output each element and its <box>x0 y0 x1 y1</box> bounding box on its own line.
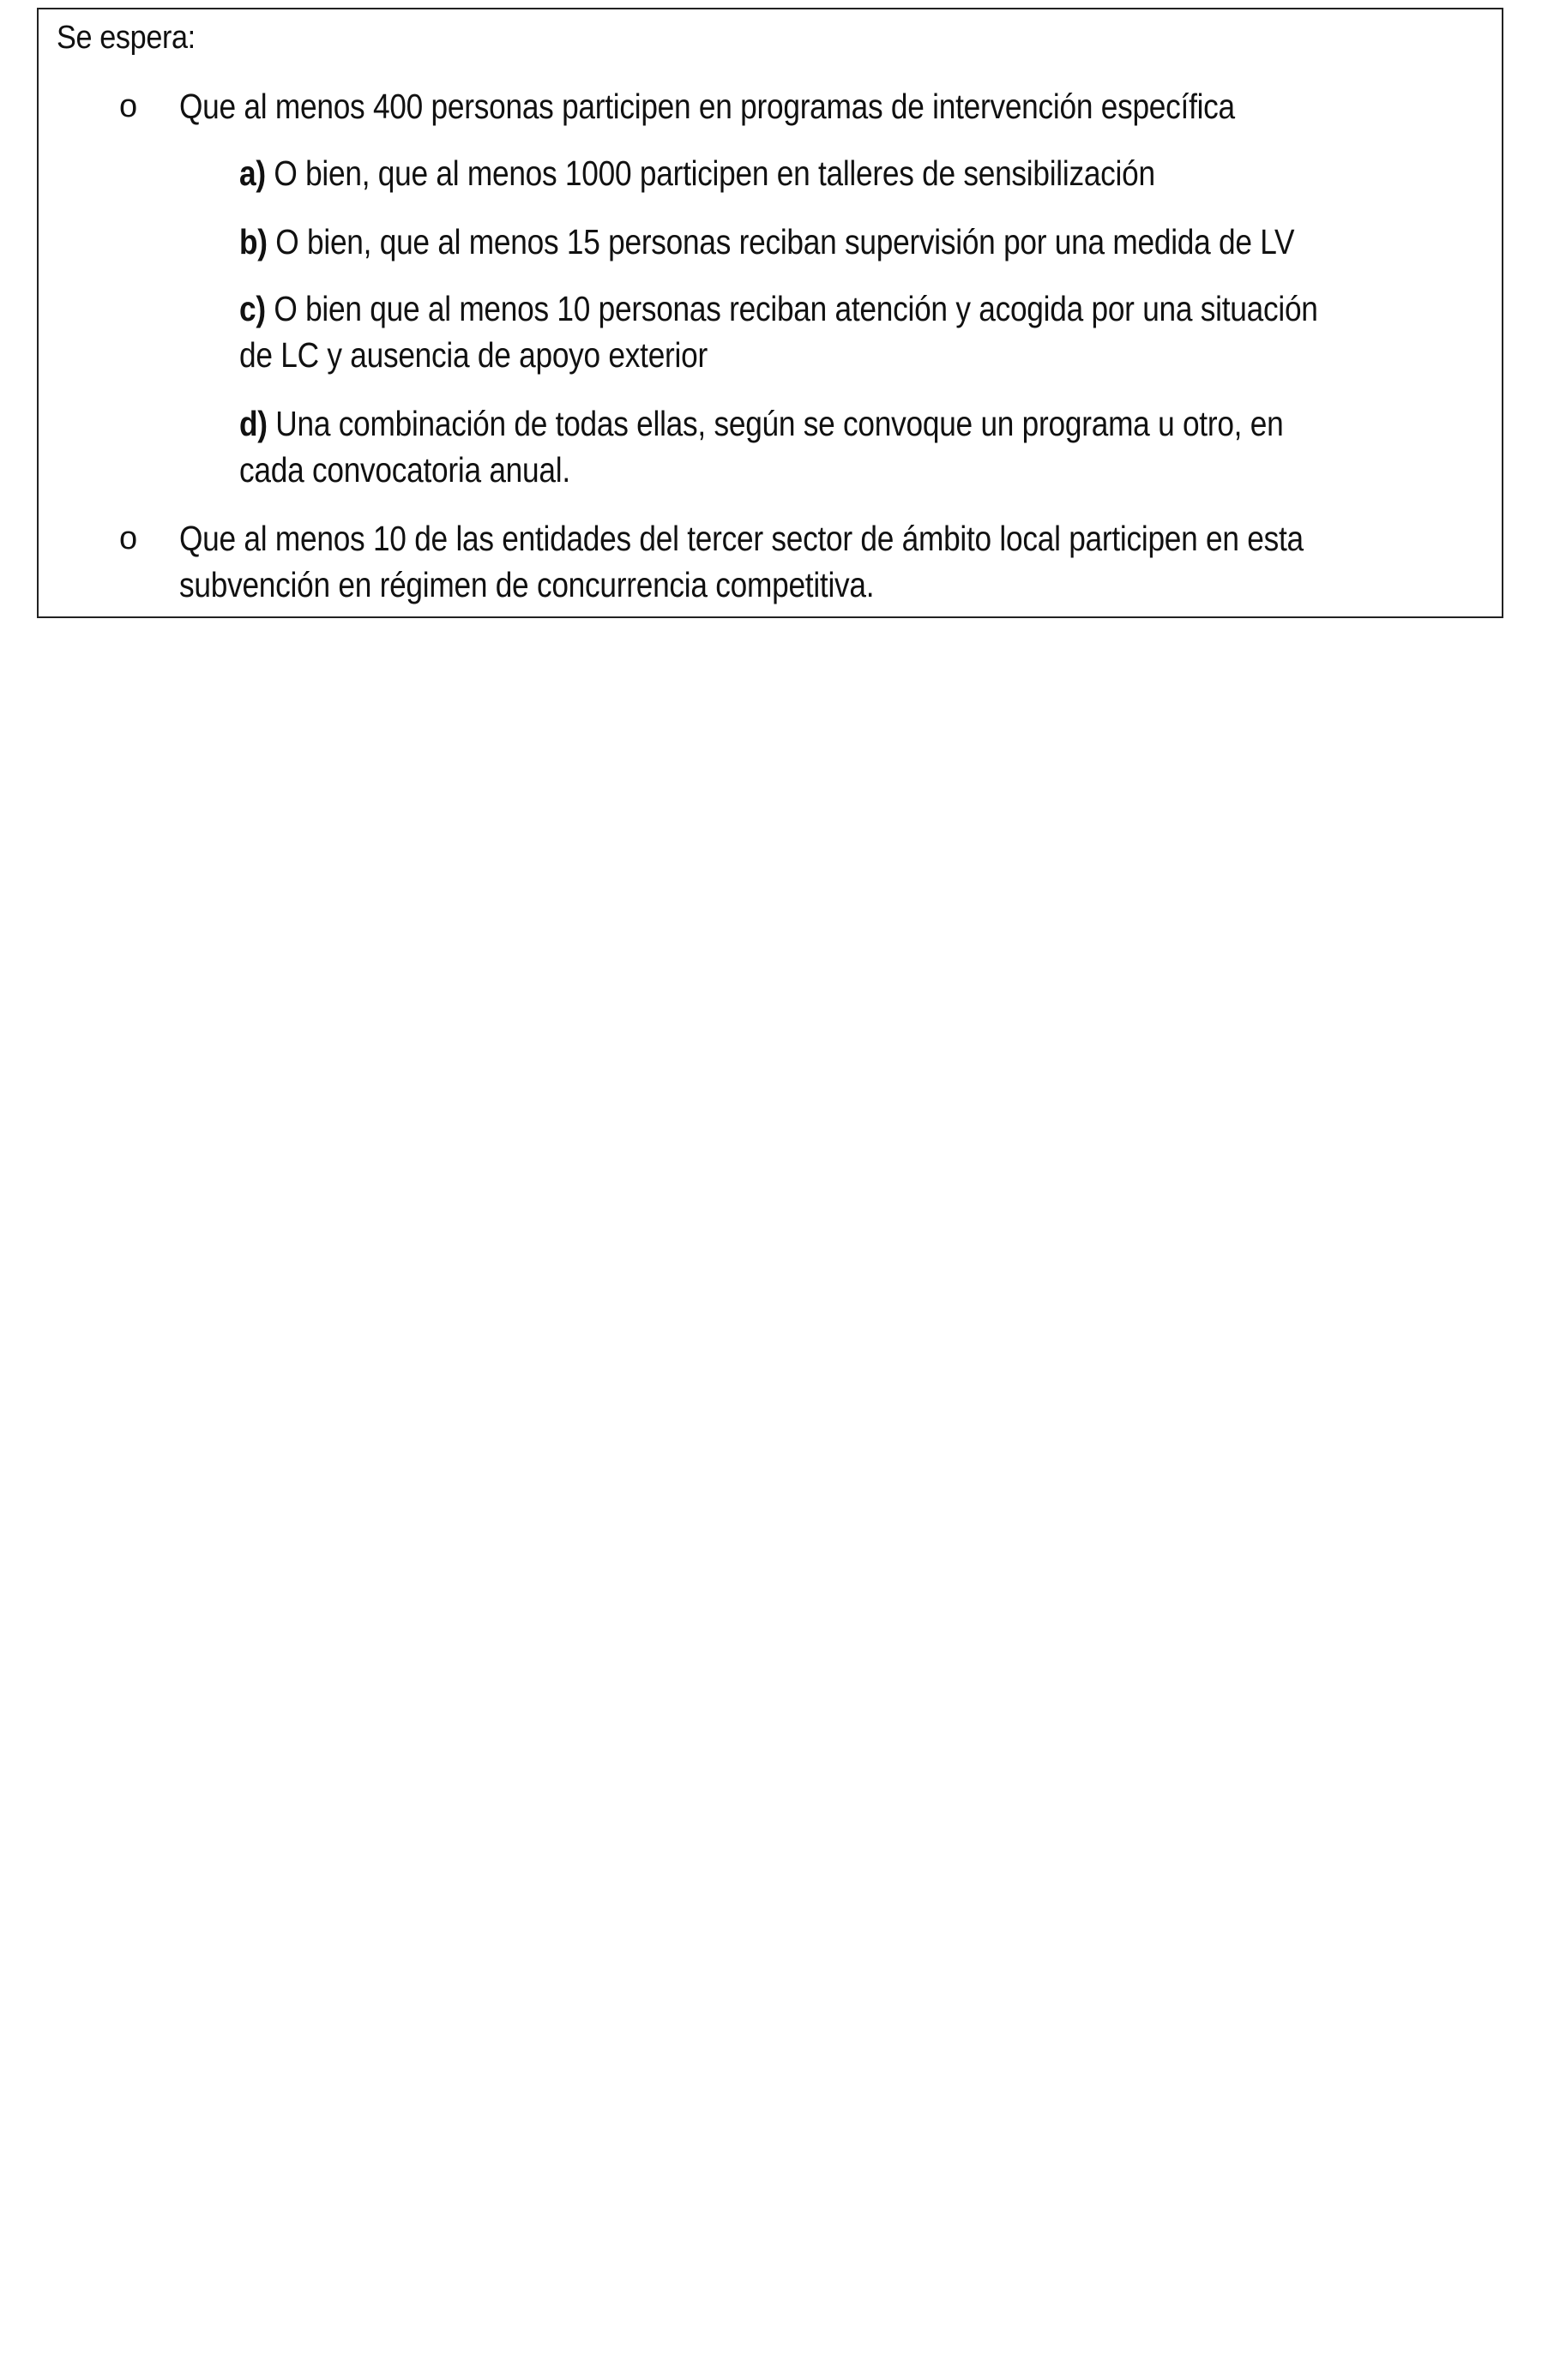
sub-item-text: O bien, que al menos 15 personas reciban supervisión por una medida de LV <box>267 222 1295 261</box>
sub-item-letter: d) <box>239 404 268 443</box>
sub-item-text: O bien que al menos 10 personas reciban atención y acogida por una situación de LC y ausencia de apoyo exterior <box>239 289 1318 375</box>
sub-item-c <box>239 285 1346 378</box>
sub-item-letter: c) <box>239 289 266 328</box>
sub-item-letter: b) <box>239 222 268 261</box>
sub-item-letter: a) <box>239 153 266 193</box>
sub-item-a <box>239 150 1346 196</box>
bullet-item-participants: Que al menos 400 personas participen en programas de intervención específica <box>179 87 1235 126</box>
sub-item-b <box>239 219 1346 265</box>
box-heading: Se espera: <box>57 20 196 56</box>
sub-item-text: O bien, que al menos 1000 participen en talleres de sensibilización <box>265 153 1155 193</box>
expected-results-box <box>37 8 1503 618</box>
sub-item-text: Una combinación de todas ellas, según se convoque un programa u otro, en cada convocatoria anual. <box>239 404 1284 490</box>
bullet-item-entities: Que al menos 10 de las entidades del tercer sector de ámbito local participen en esta subvención en régimen de concurrencia competitiva. <box>179 519 1304 604</box>
bullet-marker: o <box>119 520 138 556</box>
bullet-marker: o <box>119 88 138 124</box>
sub-item-d <box>239 400 1346 493</box>
